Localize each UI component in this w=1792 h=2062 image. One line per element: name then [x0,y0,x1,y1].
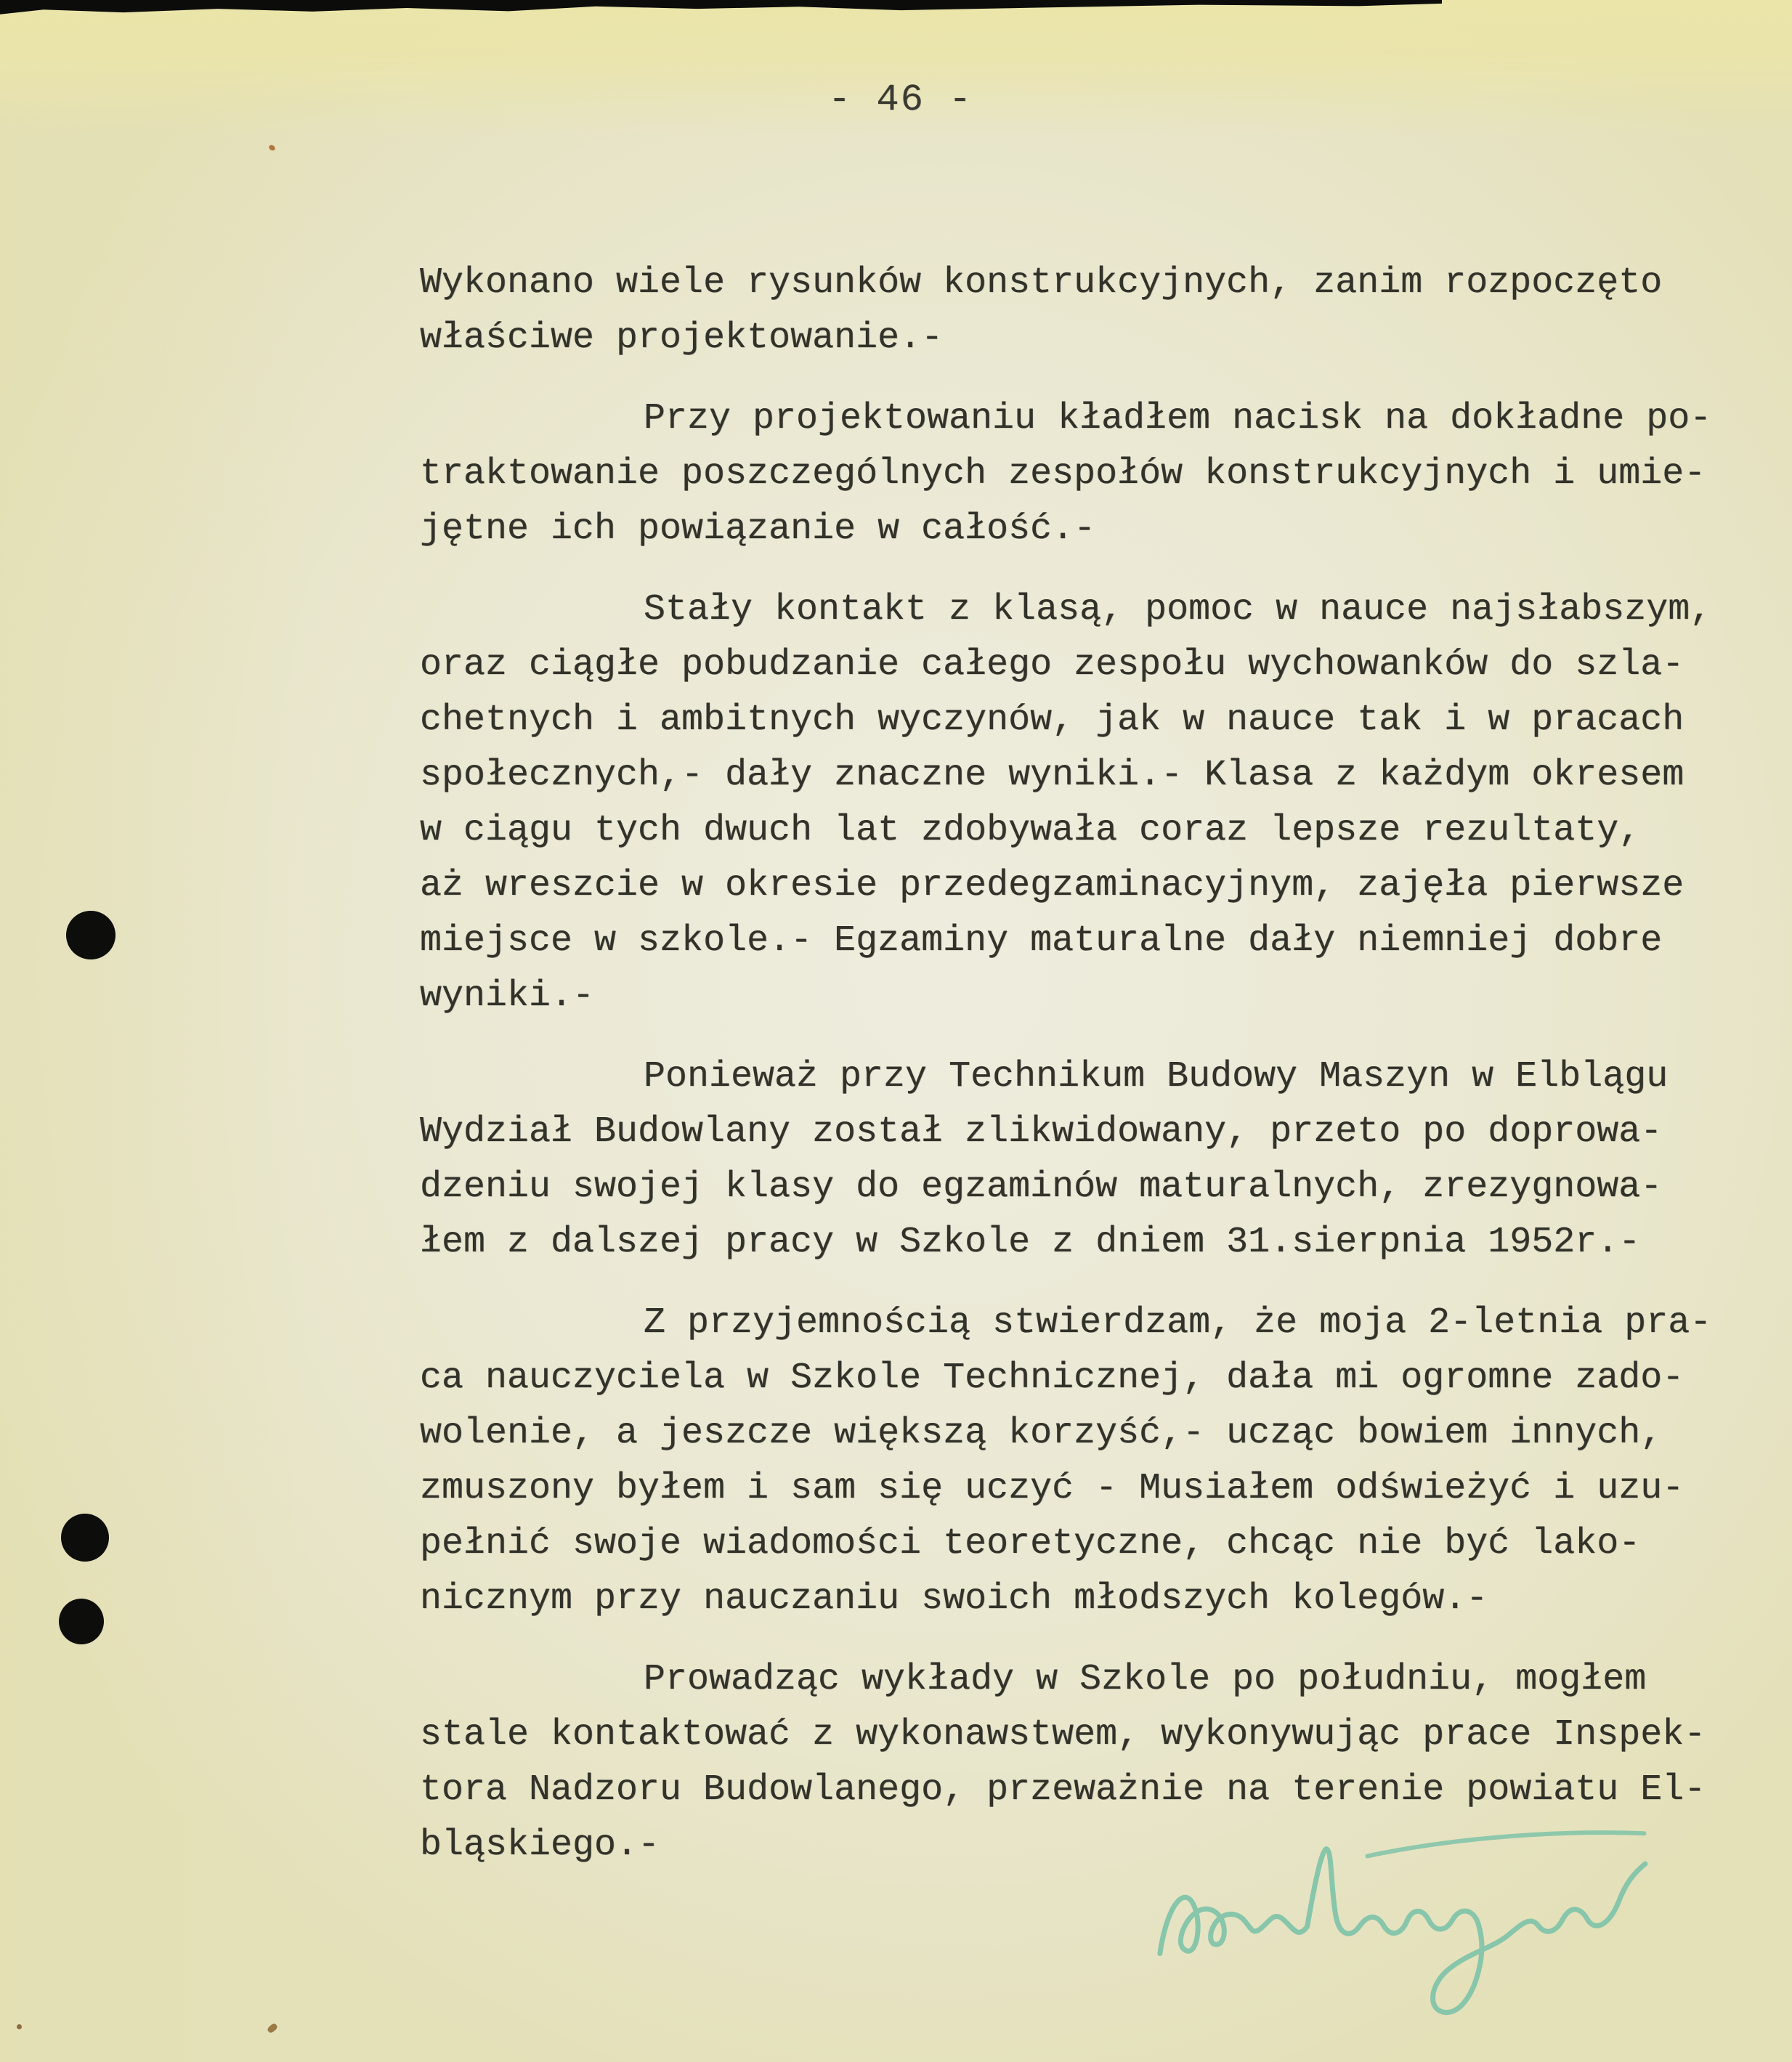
text-line: tora Nadzoru Budowlanego, przeważnie na terenie powiatu El- [420,1769,1706,1811]
text-line: wolenie, a jeszcze większą korzyść,- ucząc bowiem innych, [420,1413,1663,1454]
text-line: nicznym przy nauczaniu swoich młodszych kolegów.- [420,1578,1488,1620]
text-line: Przy projektowaniu kładłem nacisk na dokładne po- [644,398,1712,439]
paragraph-1 [420,256,1785,366]
text-line: bląskiego.- [420,1824,660,1866]
text-line: Wykonano wiele rysunków konstrukcyjnych, zanim rozpoczęto [420,262,1663,304]
text-line: społecznych,- dały znaczne wyniki.- Klasa z każdym okresem [420,755,1684,796]
text-line: Ponieważ przy Technikum Budowy Maszyn w Elblągu [644,1056,1669,1097]
text-line: stale kontaktować z wykonawstwem, wykonywując prace Inspek- [420,1714,1706,1755]
scan-edge-artifact-top [0,0,1442,16]
paper-speck [268,144,276,152]
text-line: miejsce w szkole.- Egzaminy maturalne dały niemniej dobre [420,920,1663,962]
typewritten-text-block [420,256,1785,1899]
paragraph-5 [420,1296,1785,1627]
paper-speck [267,2023,279,2034]
text-line: Prowadząc wykłady w Szkole po południu, mogłem [644,1659,1647,1700]
text-line: Z przyjemnością stwierdzam, że moja 2-letnia pra- [644,1302,1712,1344]
hole-punch-dot [59,1599,104,1644]
paper-speck [17,2024,22,2029]
paragraph-2 [420,391,1785,557]
text-line: jętne ich powiązanie w całość.- [420,508,1096,550]
text-line: Stały kontakt z klasą, pomoc w nauce najsłabszym, [644,589,1712,630]
text-line: traktowanie poszczególnych zespołów konstrukcyjnych i umie- [420,453,1706,495]
page-number: - 46 - [828,78,973,121]
text-line: łem z dalszej pracy w Szkole z dniem 31.sierpnia 1952r.- [420,1222,1641,1263]
text-line: w ciągu tych dwuch lat zdobywała coraz lepsze rezultaty, [420,810,1641,851]
text-line: Wydział Budowlany został zlikwidowany, przeto po doprowa- [420,1111,1663,1153]
paragraph-3 [420,583,1785,1024]
text-line: pełnić swoje wiadomości teoretyczne, chcąc nie być lako- [420,1523,1641,1564]
hole-punch-dot [66,911,115,959]
text-line: ca nauczyciela w Szkole Technicznej, dała mi ogromne zado- [420,1357,1684,1399]
text-line: dzeniu swojej klasy do egzaminów maturalnych, zrezygnowa- [420,1166,1663,1208]
text-line: aż wreszcie w okresie przedegzaminacyjnym, zajęła pierwsze [420,865,1684,906]
hole-punch-dot [61,1514,109,1562]
paragraph-4 [420,1050,1785,1270]
text-line: wyniki.- [420,975,595,1017]
text-line: oraz ciągłe pobudzanie całego zespołu wychowanków do szla- [420,644,1684,686]
text-line: właściwe projektowanie.- [420,317,944,359]
text-line: chetnych i ambitnych wyczynów, jak w nauce tak i w pracach [420,699,1684,741]
text-line: zmuszony byłem i sam się uczyć - Musiałem odświeżyć i uzu- [420,1468,1684,1509]
handwritten-signature-icon [1135,1822,1665,2043]
